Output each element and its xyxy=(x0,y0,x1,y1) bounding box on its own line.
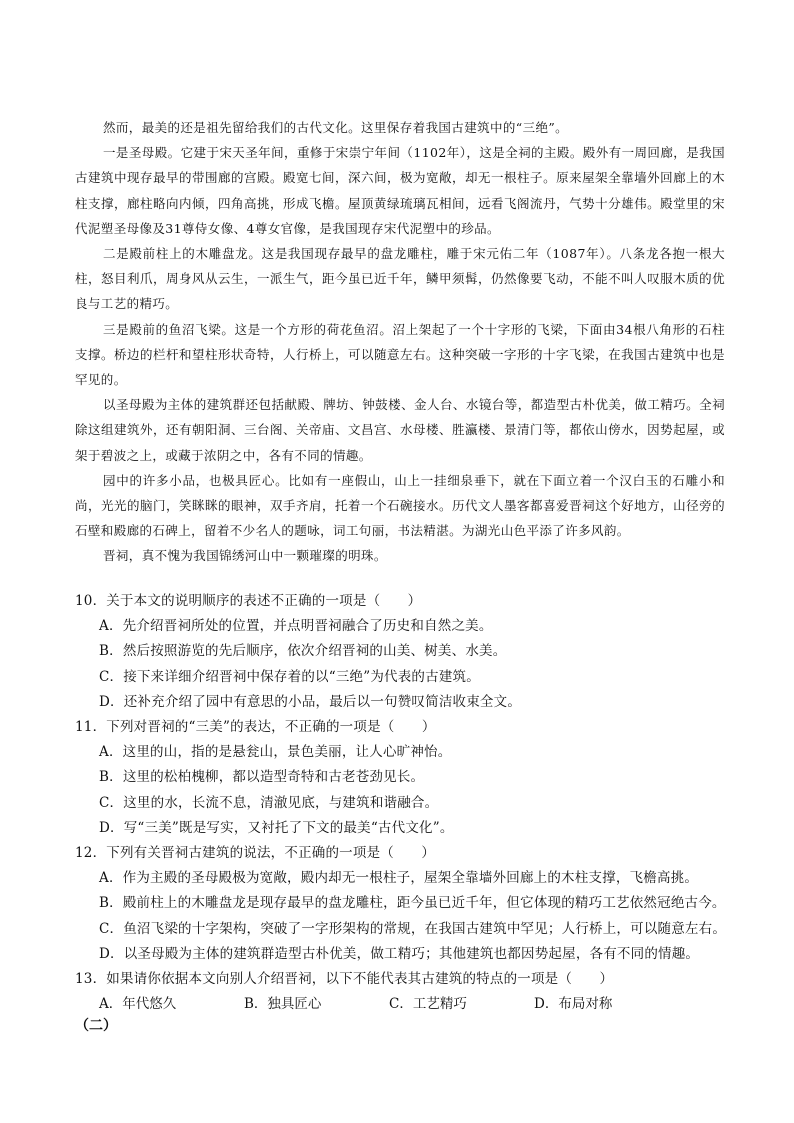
passage-paragraph: 一是圣母殿。它建于宋天圣年间，重修于宋崇宁年间（1102年），这是全祠的主殿。殿外有一周回廊，是我国古建筑中现存最早的带围廊的宫殿。殿宽七间，深六间，极为宽敞，却无一根柱子。原来屋架全靠墙外回廊上的木柱支撑，廊柱略向内倾，四角高挑，形成飞檐。屋顶黄绿琉璃瓦相间，远看飞阁流丹，气势十分雄伟。殿堂里的宋代泥塑圣母像及31尊侍女像、4尊女官像，是我国现存宋代泥塑中的珍品。 xyxy=(75,145,725,236)
question-list xyxy=(75,589,755,1017)
option-d: D．以圣母殿为主体的建筑群造型古朴优美，做工精巧；其他建筑也都因势起屋，各有不同的情趣。 xyxy=(99,945,700,962)
question-10 xyxy=(75,589,755,715)
question-stem: 13．如果请你依据本文向别人介绍晋祠，以下不能代表其古建筑的特点的一项是（ ） xyxy=(75,971,614,988)
question-12 xyxy=(75,841,755,967)
option-c: C．接下来详细介绍晋祠中保存着的以“三绝”为代表的古建筑。 xyxy=(99,668,480,685)
question-stem: 12．下列有关晋祠古建筑的说法，不正确的一项是（ ） xyxy=(75,845,436,862)
passage-paragraph: 三是殿前的鱼沼飞梁。这是一个方形的荷花鱼沼。沼上架起了一个十字形的飞梁，下面由34根八角形的石柱支撑。桥边的栏杆和望柱形状奇特，人行桥上，可以随意左右。这种突破一字形的十字飞梁，在我国古建筑中也是罕见的。 xyxy=(75,321,725,388)
passage-paragraph: 以圣母殿为主体的建筑群还包括献殿、牌坊、钟鼓楼、金人台、水镜台等，都造型古朴优美，做工精巧。全祠除这组建筑外，还有朝阳洞、三台阁、关帝庙、文昌宫、水母楼、胜瀛楼、景清门等，都依山傍水，因势起屋，或架于碧波之上，或藏于浓阴之中，各有不同的情趣。 xyxy=(75,397,725,463)
question-13 xyxy=(75,967,755,1017)
option-d: D．布局对称 xyxy=(534,996,613,1013)
option-c: C．鱼沼飞梁的十字架构，突破了一字形架构的常规，在我国古建筑中罕见；人行桥上，可以随意左右。 xyxy=(99,920,727,937)
passage-paragraph: 二是殿前柱上的木雕盘龙。这是我国现存最早的盘龙雕柱，雕于宋元佑二年（1087年）。八条龙各抱一根大柱，怒目利爪，周身风从云生，一派生气，距今虽已近千年，鳞甲须髯，仍然像要飞动，不能不叫人叹服木质的优良与工艺的精巧。 xyxy=(75,246,725,312)
option-b: B．然后按照游览的先后顺序，依次介绍晋祠的山美、树美、水美。 xyxy=(99,643,507,660)
option-d: D．还补充介绍了园中有意思的小品，最后以一句赞叹简洁收束全文。 xyxy=(99,693,522,710)
question-stem: 10．关于本文的说明顺序的表述不正确的一项是（ ） xyxy=(75,593,422,609)
option-d: D．写“三美”既是写实，又衬托了下文的最美“古代文化”。 xyxy=(99,819,454,836)
option-b: B．殿前柱上的木雕盘龙是现存最早的盘龙雕柱，距今虽已近千年，但它体现的精巧工艺依然冠绝古今。 xyxy=(99,895,726,912)
inline-options xyxy=(99,992,755,1017)
passage-paragraph: 然而，最美的还是祖先留给我们的古代文化。这里保存着我国古建筑中的“三绝”。 xyxy=(103,120,569,135)
option-c: C．工艺精巧 xyxy=(389,996,467,1013)
option-a: A．作为主殿的圣母殿极为宽敞，殿内却无一根柱子，屋架全靠墙外回廊上的木柱支撑，飞檐高挑。 xyxy=(99,870,699,887)
passage-paragraph: 晋祠，真不愧为我国锦绣河山中一颗璀璨的明珠。 xyxy=(103,548,387,564)
section-heading: （二） xyxy=(75,1018,117,1034)
option-b: B．独具匠心 xyxy=(244,996,322,1013)
question-11 xyxy=(75,715,755,841)
option-a: A．这里的山，指的是悬瓮山，景色美丽，让人心旷神怡。 xyxy=(99,744,452,761)
option-a: A．先介绍晋祠所处的位置，并点明晋祠融合了历史和自然之美。 xyxy=(99,618,493,635)
option-a: A．年代悠久 xyxy=(99,996,177,1013)
option-b: B．这里的松柏槐柳，都以造型奇特和古老苍劲见长。 xyxy=(99,769,425,786)
passage-paragraph: 园中的许多小品，也极具匠心。比如有一座假山，山上一挂细泉垂下，就在下面立着一个汉白玉的石雕小和尚，光光的脑门，笑眯眯的眼神，双手齐肩，托着一个石碗接水。历代文人墨客都喜爱晋祠这个好地方，山径旁的石壁和殿廊的石碑上，留着不少名人的题咏，词工句丽，书法精湛。为湖光山色平添了许多风韵。 xyxy=(75,472,725,539)
option-c: C．这里的水，长流不息，清澈见底，与建筑和谐融合。 xyxy=(99,794,439,811)
question-stem: 11．下列对晋祠的“三美”的表达，不正确的一项是（ ） xyxy=(75,719,436,736)
reading-passage xyxy=(75,115,725,569)
